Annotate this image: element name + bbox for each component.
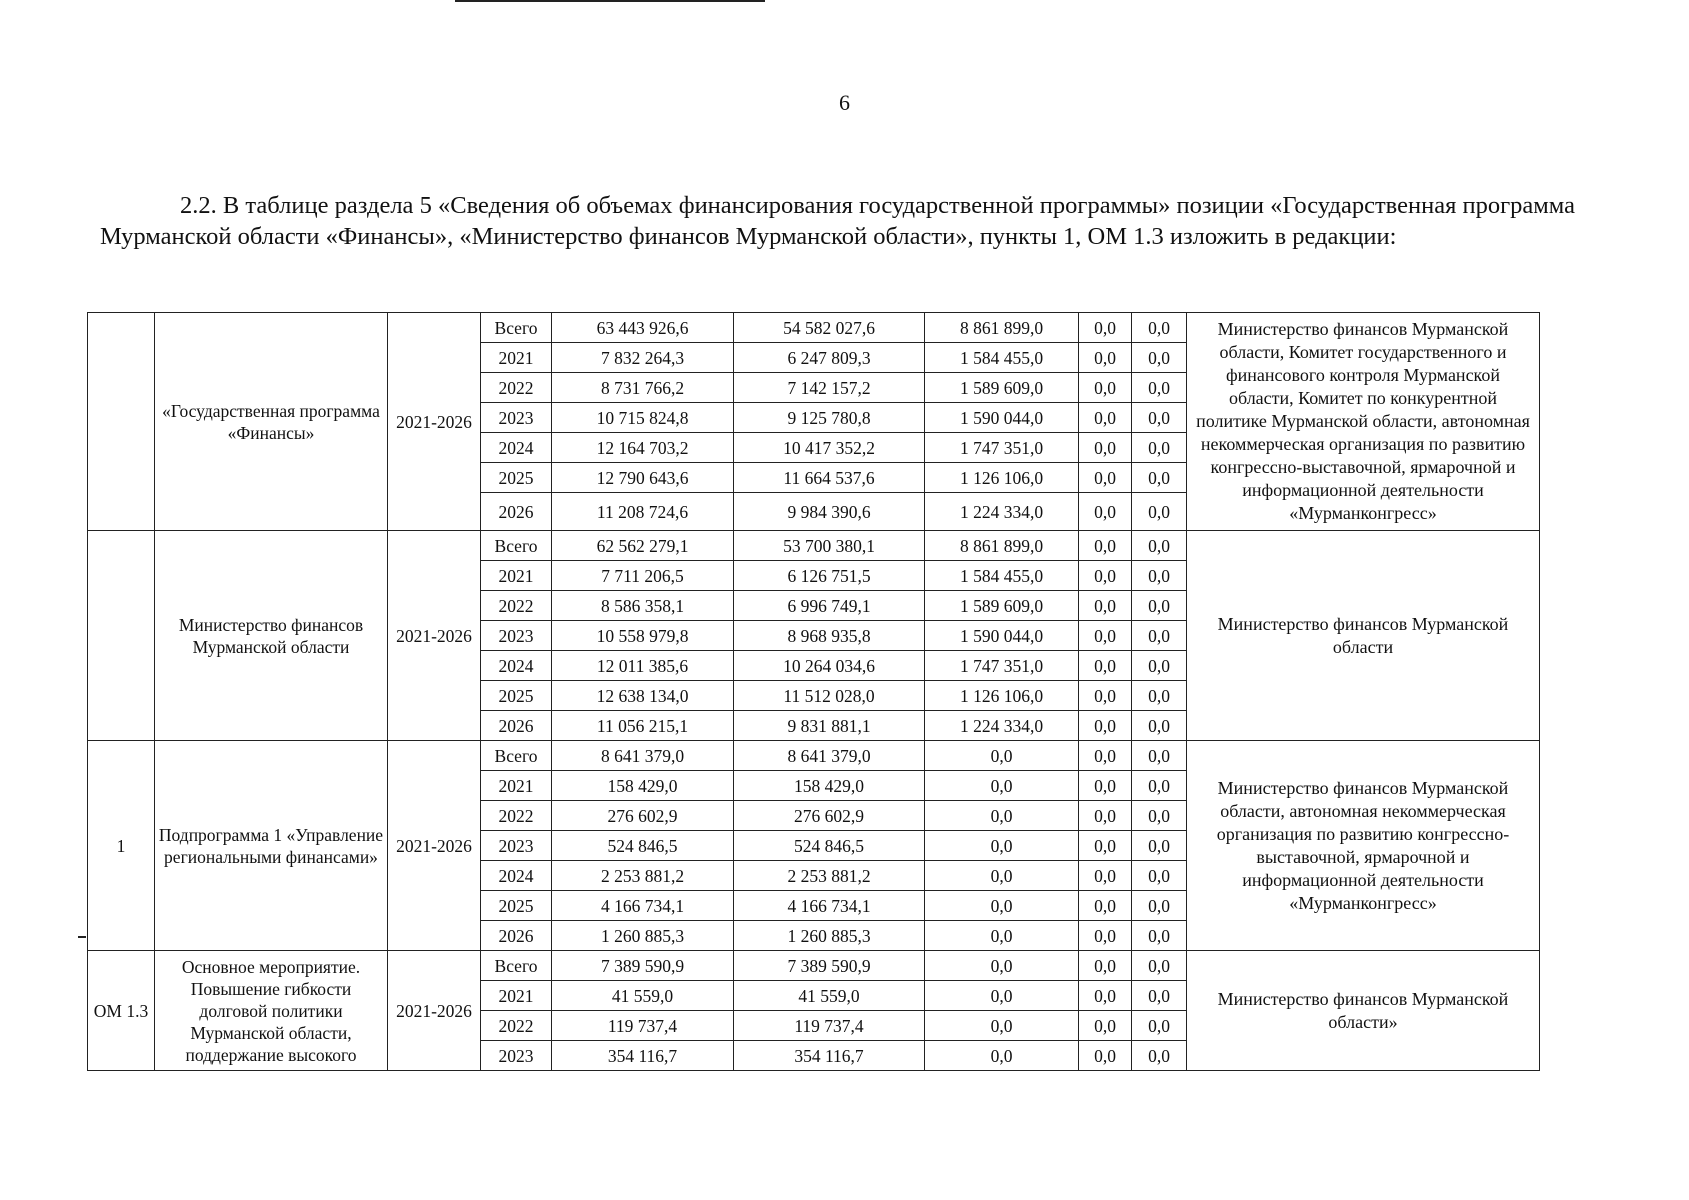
- local-budget-cell: 0,0: [1079, 831, 1132, 861]
- other-sources-cell: 0,0: [1132, 373, 1187, 403]
- other-sources-cell: 0,0: [1132, 433, 1187, 463]
- local-budget-cell: 0,0: [1079, 951, 1132, 981]
- year-cell: 2022: [481, 1011, 552, 1041]
- year-cell: 2023: [481, 403, 552, 433]
- executor-cell: Министерство финансов Мурманской области: [1187, 531, 1540, 741]
- total-cell: 7 389 590,9: [552, 951, 734, 981]
- year-cell: 2021: [481, 561, 552, 591]
- regional-budget-cell: 1 260 885,3: [734, 921, 925, 951]
- local-budget-cell: 0,0: [1079, 313, 1132, 343]
- local-budget-cell: 0,0: [1079, 801, 1132, 831]
- financing-table: [87, 312, 1540, 1071]
- local-budget-cell: 0,0: [1079, 651, 1132, 681]
- local-budget-cell: 0,0: [1079, 463, 1132, 493]
- other-sources-cell: 0,0: [1132, 463, 1187, 493]
- executor-cell: Министерство финансов Мурманской области, Комитет государственного и финансового контроля Мурманской области, Комитет по конкурентной политике Мурманской области, автономная некоммерческая организация по развитию конгрессно-выставочной, ярмарочной и информационной деятельности «Мурманконгресс»: [1187, 313, 1540, 531]
- row-number: ОМ 1.3: [88, 951, 155, 1071]
- local-budget-cell: 0,0: [1079, 373, 1132, 403]
- regional-budget-cell: 119 737,4: [734, 1011, 925, 1041]
- stray-mark: [78, 936, 86, 938]
- year-cell: 2021: [481, 771, 552, 801]
- regional-budget-cell: 4 166 734,1: [734, 891, 925, 921]
- federal-budget-cell: 0,0: [925, 1041, 1079, 1071]
- federal-budget-cell: 0,0: [925, 951, 1079, 981]
- federal-budget-cell: 1 747 351,0: [925, 433, 1079, 463]
- total-cell: 7 832 264,3: [552, 343, 734, 373]
- total-cell: 524 846,5: [552, 831, 734, 861]
- table-row: [88, 741, 1540, 771]
- regional-budget-cell: 7 142 157,2: [734, 373, 925, 403]
- local-budget-cell: 0,0: [1079, 981, 1132, 1011]
- year-cell: 2023: [481, 1041, 552, 1071]
- row-number: [88, 313, 155, 531]
- regional-budget-cell: 524 846,5: [734, 831, 925, 861]
- other-sources-cell: 0,0: [1132, 861, 1187, 891]
- regional-budget-cell: 53 700 380,1: [734, 531, 925, 561]
- other-sources-cell: 0,0: [1132, 831, 1187, 861]
- total-cell: 1 260 885,3: [552, 921, 734, 951]
- federal-budget-cell: 1 126 106,0: [925, 463, 1079, 493]
- federal-budget-cell: 0,0: [925, 831, 1079, 861]
- executor-cell: Министерство финансов Мурманской области, автономная некоммерческая организация по развитию конгрессно-выставочной, ярмарочной и информационной деятельности «Мурманконгресс»: [1187, 741, 1540, 951]
- total-cell: 8 731 766,2: [552, 373, 734, 403]
- other-sources-cell: 0,0: [1132, 711, 1187, 741]
- regional-budget-cell: 7 389 590,9: [734, 951, 925, 981]
- regional-budget-cell: 11 664 537,6: [734, 463, 925, 493]
- federal-budget-cell: 0,0: [925, 891, 1079, 921]
- year-cell: 2024: [481, 861, 552, 891]
- regional-budget-cell: 54 582 027,6: [734, 313, 925, 343]
- total-cell: 12 638 134,0: [552, 681, 734, 711]
- year-cell: 2026: [481, 921, 552, 951]
- row-number: [88, 531, 155, 741]
- other-sources-cell: 0,0: [1132, 1041, 1187, 1071]
- year-cell: 2021: [481, 343, 552, 373]
- other-sources-cell: 0,0: [1132, 343, 1187, 373]
- other-sources-cell: 0,0: [1132, 891, 1187, 921]
- implementation-period: 2021-2026: [388, 313, 481, 531]
- local-budget-cell: 0,0: [1079, 681, 1132, 711]
- federal-budget-cell: 8 861 899,0: [925, 531, 1079, 561]
- other-sources-cell: 0,0: [1132, 741, 1187, 771]
- other-sources-cell: 0,0: [1132, 921, 1187, 951]
- total-cell: 12 790 643,6: [552, 463, 734, 493]
- year-cell: 2026: [481, 711, 552, 741]
- federal-budget-cell: 1 584 455,0: [925, 343, 1079, 373]
- year-cell: 2025: [481, 463, 552, 493]
- item-name: Подпрограмма 1 «Управление региональными финансами»: [155, 741, 388, 951]
- other-sources-cell: 0,0: [1132, 531, 1187, 561]
- item-name: Министерство финансов Мурманской области: [155, 531, 388, 741]
- total-cell: 63 443 926,6: [552, 313, 734, 343]
- intro-paragraph: 2.2. В таблице раздела 5 «Сведения об объемах финансирования государственной программы» позиции «Государственная программа Мурманской области «Финансы», «Министерство финансов Мурманской области», пункты 1, ОМ 1.3 изложить в редакции:: [100, 192, 1575, 250]
- regional-budget-cell: 10 264 034,6: [734, 651, 925, 681]
- year-cell: 2022: [481, 591, 552, 621]
- federal-budget-cell: 0,0: [925, 981, 1079, 1011]
- year-cell: 2023: [481, 621, 552, 651]
- total-cell: 7 711 206,5: [552, 561, 734, 591]
- regional-budget-cell: 6 247 809,3: [734, 343, 925, 373]
- federal-budget-cell: 0,0: [925, 741, 1079, 771]
- local-budget-cell: 0,0: [1079, 403, 1132, 433]
- local-budget-cell: 0,0: [1079, 493, 1132, 531]
- total-cell: 11 056 215,1: [552, 711, 734, 741]
- total-cell: 8 586 358,1: [552, 591, 734, 621]
- federal-budget-cell: 1 590 044,0: [925, 621, 1079, 651]
- year-cell: Всего: [481, 951, 552, 981]
- other-sources-cell: 0,0: [1132, 591, 1187, 621]
- local-budget-cell: 0,0: [1079, 1011, 1132, 1041]
- regional-budget-cell: 354 116,7: [734, 1041, 925, 1071]
- other-sources-cell: 0,0: [1132, 561, 1187, 591]
- regional-budget-cell: 6 126 751,5: [734, 561, 925, 591]
- table-row: [88, 951, 1540, 981]
- other-sources-cell: 0,0: [1132, 801, 1187, 831]
- local-budget-cell: 0,0: [1079, 561, 1132, 591]
- item-name: Основное мероприятие. Повышение гибкости долговой политики Мурманской области, поддержание высокого: [155, 951, 388, 1071]
- federal-budget-cell: 1 589 609,0: [925, 591, 1079, 621]
- regional-budget-cell: 6 996 749,1: [734, 591, 925, 621]
- other-sources-cell: 0,0: [1132, 403, 1187, 433]
- federal-budget-cell: 0,0: [925, 921, 1079, 951]
- regional-budget-cell: 276 602,9: [734, 801, 925, 831]
- regional-budget-cell: 9 125 780,8: [734, 403, 925, 433]
- total-cell: 8 641 379,0: [552, 741, 734, 771]
- local-budget-cell: 0,0: [1079, 861, 1132, 891]
- table-row: [88, 531, 1540, 561]
- regional-budget-cell: 8 641 379,0: [734, 741, 925, 771]
- federal-budget-cell: 0,0: [925, 771, 1079, 801]
- regional-budget-cell: 9 831 881,1: [734, 711, 925, 741]
- total-cell: 158 429,0: [552, 771, 734, 801]
- year-cell: 2024: [481, 651, 552, 681]
- federal-budget-cell: 0,0: [925, 1011, 1079, 1041]
- row-number: 1: [88, 741, 155, 951]
- year-cell: 2022: [481, 801, 552, 831]
- year-cell: 2025: [481, 891, 552, 921]
- federal-budget-cell: 1 589 609,0: [925, 373, 1079, 403]
- regional-budget-cell: 10 417 352,2: [734, 433, 925, 463]
- total-cell: 12 164 703,2: [552, 433, 734, 463]
- regional-budget-cell: 11 512 028,0: [734, 681, 925, 711]
- total-cell: 119 737,4: [552, 1011, 734, 1041]
- other-sources-cell: 0,0: [1132, 493, 1187, 531]
- page-number: 6: [839, 90, 850, 115]
- total-cell: 354 116,7: [552, 1041, 734, 1071]
- federal-budget-cell: 0,0: [925, 861, 1079, 891]
- local-budget-cell: 0,0: [1079, 921, 1132, 951]
- other-sources-cell: 0,0: [1132, 951, 1187, 981]
- year-cell: Всего: [481, 741, 552, 771]
- local-budget-cell: 0,0: [1079, 343, 1132, 373]
- item-name: «Государственная программа «Финансы»: [155, 313, 388, 531]
- local-budget-cell: 0,0: [1079, 741, 1132, 771]
- implementation-period: 2021-2026: [388, 951, 481, 1071]
- executor-cell: Министерство финансов Мурманской области»: [1187, 951, 1540, 1071]
- other-sources-cell: 0,0: [1132, 621, 1187, 651]
- local-budget-cell: 0,0: [1079, 1041, 1132, 1071]
- table-row: [88, 313, 1540, 343]
- regional-budget-cell: 8 968 935,8: [734, 621, 925, 651]
- year-cell: 2023: [481, 831, 552, 861]
- other-sources-cell: 0,0: [1132, 681, 1187, 711]
- total-cell: 41 559,0: [552, 981, 734, 1011]
- federal-budget-cell: 1 224 334,0: [925, 711, 1079, 741]
- total-cell: 11 208 724,6: [552, 493, 734, 531]
- top-rule: [455, 0, 765, 2]
- year-cell: 2026: [481, 493, 552, 531]
- total-cell: 4 166 734,1: [552, 891, 734, 921]
- total-cell: 276 602,9: [552, 801, 734, 831]
- other-sources-cell: 0,0: [1132, 651, 1187, 681]
- year-cell: 2024: [481, 433, 552, 463]
- federal-budget-cell: 1 126 106,0: [925, 681, 1079, 711]
- implementation-period: 2021-2026: [388, 741, 481, 951]
- total-cell: 12 011 385,6: [552, 651, 734, 681]
- regional-budget-cell: 158 429,0: [734, 771, 925, 801]
- year-cell: 2022: [481, 373, 552, 403]
- local-budget-cell: 0,0: [1079, 591, 1132, 621]
- implementation-period: 2021-2026: [388, 531, 481, 741]
- federal-budget-cell: 1 584 455,0: [925, 561, 1079, 591]
- other-sources-cell: 0,0: [1132, 1011, 1187, 1041]
- year-cell: Всего: [481, 313, 552, 343]
- local-budget-cell: 0,0: [1079, 711, 1132, 741]
- regional-budget-cell: 9 984 390,6: [734, 493, 925, 531]
- other-sources-cell: 0,0: [1132, 771, 1187, 801]
- local-budget-cell: 0,0: [1079, 531, 1132, 561]
- federal-budget-cell: 1 224 334,0: [925, 493, 1079, 531]
- regional-budget-cell: 2 253 881,2: [734, 861, 925, 891]
- local-budget-cell: 0,0: [1079, 433, 1132, 463]
- federal-budget-cell: 0,0: [925, 801, 1079, 831]
- other-sources-cell: 0,0: [1132, 313, 1187, 343]
- regional-budget-cell: 41 559,0: [734, 981, 925, 1011]
- local-budget-cell: 0,0: [1079, 621, 1132, 651]
- year-cell: 2021: [481, 981, 552, 1011]
- year-cell: Всего: [481, 531, 552, 561]
- federal-budget-cell: 1 747 351,0: [925, 651, 1079, 681]
- year-cell: 2025: [481, 681, 552, 711]
- local-budget-cell: 0,0: [1079, 891, 1132, 921]
- local-budget-cell: 0,0: [1079, 771, 1132, 801]
- total-cell: 10 558 979,8: [552, 621, 734, 651]
- federal-budget-cell: 8 861 899,0: [925, 313, 1079, 343]
- other-sources-cell: 0,0: [1132, 981, 1187, 1011]
- federal-budget-cell: 1 590 044,0: [925, 403, 1079, 433]
- total-cell: 10 715 824,8: [552, 403, 734, 433]
- total-cell: 62 562 279,1: [552, 531, 734, 561]
- total-cell: 2 253 881,2: [552, 861, 734, 891]
